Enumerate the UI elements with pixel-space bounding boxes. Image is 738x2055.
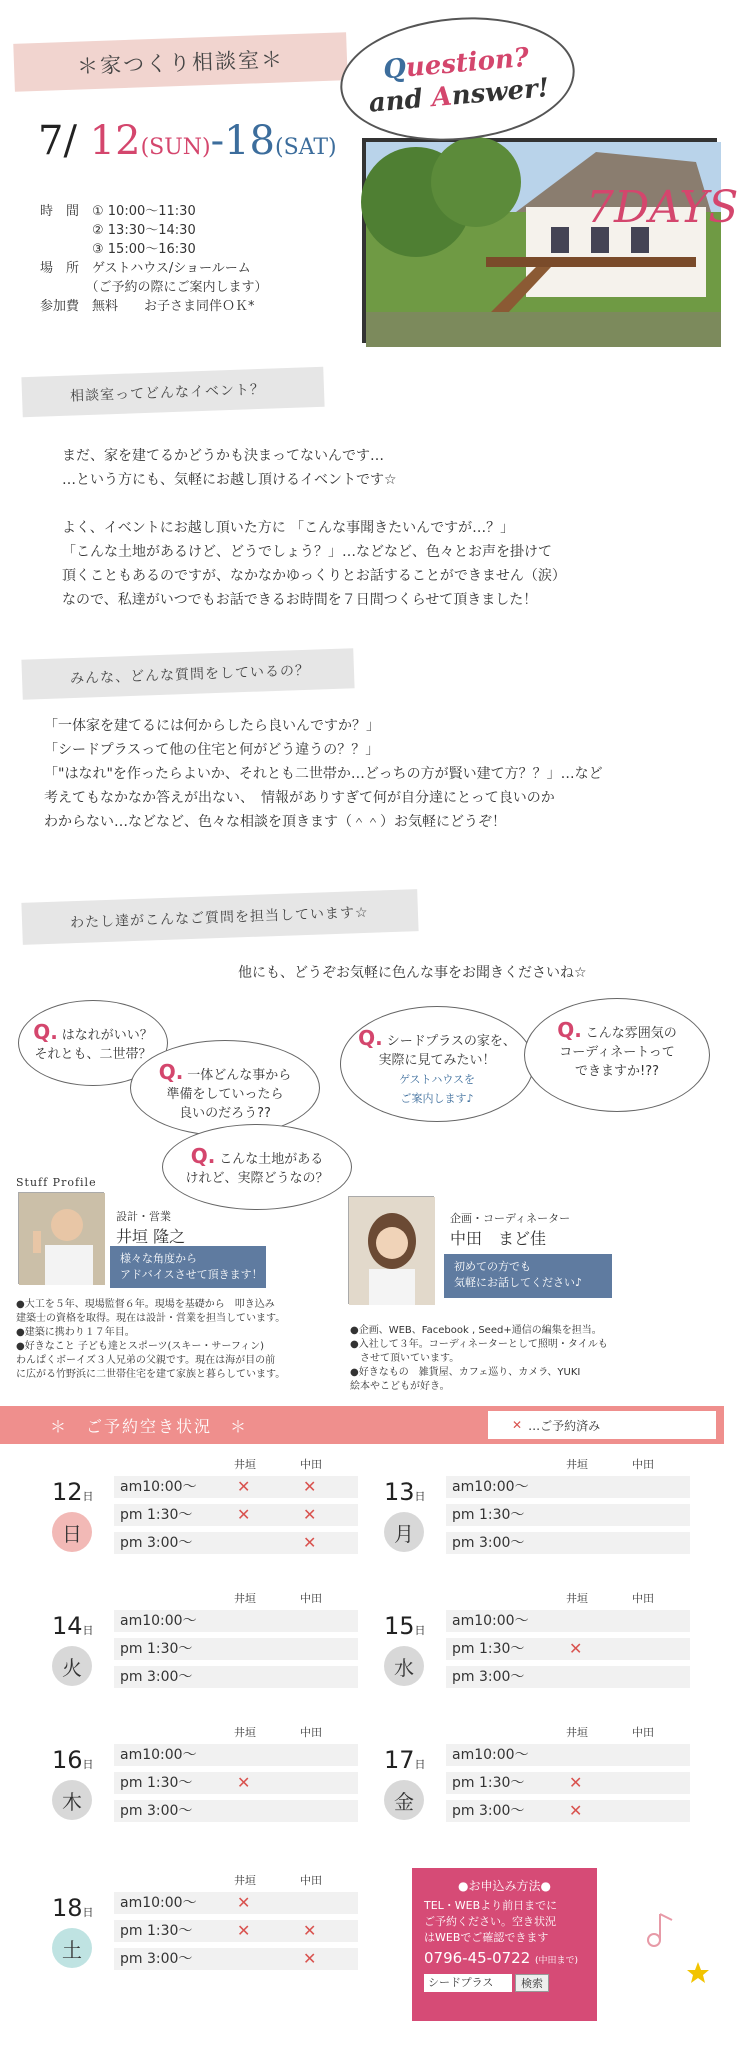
date-start: 12	[89, 118, 141, 164]
time-slot-row[interactable]	[114, 1610, 358, 1632]
time-slot-row[interactable]	[114, 1638, 358, 1660]
col-head-nakata: 中田	[300, 1874, 322, 1887]
slot-label: pm 1:30〜	[120, 1775, 193, 1791]
booked-mark-icon: ✕	[237, 1921, 251, 1940]
time-slot-row[interactable]	[446, 1476, 690, 1498]
slot-label: am10:00〜	[120, 1613, 197, 1629]
staff1-description: ●大工を５年、現場監督６年。現場を基礎から 叩き込み 建築士の資格を取得。現在は設計・営業を担当しています。 ●建築に携わり１７年目。 ●好きなこと 子ども達とスポーツ(スキー・サーフィン) わんぱくボーイズ３人兄弟の父親です。現在は海が目の前 に広がる竹野浜に二世帯住宅を建て家族と暮らしています。	[16, 1299, 286, 1380]
staff1-photo	[18, 1192, 104, 1284]
qa-line1: uestion?	[404, 42, 531, 84]
question-bubble	[162, 1124, 352, 1210]
section2-body: 「一体家を建てるには何からしたら良いんですか？」 「シードプラスって他の住宅と何がどう違うの？？」 「"はなれ"を作ったらよいか、それとも二世帯か…どっちの方が賢い建て方？？」…など 考えてもなかなか答えが出ない、 情報がありすぎて何が自分達にとって良いのか わからない…などなど、色々な相談を頂きます（＾＾）お気軽にどうぞ！	[44, 718, 603, 830]
q1-line2: それとも、二世帯？	[34, 1047, 152, 1062]
date-month: 7/	[38, 118, 77, 164]
slot-label: am10:00〜	[452, 1613, 529, 1629]
page-title: ＊家つくり相談室＊	[13, 32, 347, 92]
date-end-dow: (SAT)	[275, 135, 337, 160]
guesthouse-photo	[362, 138, 738, 343]
col-head-igaki: 井垣	[234, 1874, 256, 1887]
day-number	[52, 1478, 94, 1506]
qa-line2-pre: and	[367, 83, 434, 119]
search-button[interactable]: 検索	[515, 1974, 549, 1992]
col-head-igaki: 井垣	[566, 1726, 588, 1739]
q3-line2: けれど、実際どうなの？	[185, 1171, 329, 1186]
day-number	[384, 1746, 426, 1774]
legend	[488, 1411, 716, 1439]
slot-label: am10:00〜	[120, 1479, 197, 1495]
day-number	[52, 1746, 94, 1774]
time-slot-row[interactable]	[114, 1666, 358, 1688]
apply-tel[interactable]: 0796-45-0722	[424, 1949, 531, 1967]
time-slot-row[interactable]	[446, 1532, 690, 1554]
time-slot-row[interactable]	[114, 1532, 358, 1554]
date-dash: -	[210, 118, 225, 164]
day-of-week: 土	[52, 1928, 92, 1968]
section1-body: まだ、家を建てるかどうかも決まってないんです… …という方にも、気軽にお越し頂けるイベントです☆ よく、イベントにお越し頂いた方に 「こんな事聞きたいんですが…？」 「こんな土地があるけど、どうでしょう？」…などなど、色々とお声を掛けて 頂くこともあるのですが、なかなかゆっくりとお話することができません（涙） なので、私達がいつでもお話できるお時間を７日間つくらせて頂きました！	[62, 448, 566, 608]
day-num: 12	[52, 1478, 83, 1506]
date-start-dow: (SUN)	[140, 135, 211, 160]
day-of-week: 金	[384, 1780, 424, 1820]
slot-label: pm 3:00〜	[452, 1803, 525, 1819]
q4-line2: 実際に見てみたい！	[378, 1053, 496, 1068]
slot-label: am10:00〜	[452, 1747, 529, 1763]
day-suffix: 日	[414, 1758, 426, 1771]
slot-label: pm 1:30〜	[452, 1507, 525, 1523]
q-mark: Q.	[358, 1026, 383, 1050]
booked-mark-icon: ✕	[303, 1477, 317, 1496]
col-head-igaki: 井垣	[566, 1458, 588, 1471]
slot-label: am10:00〜	[120, 1895, 197, 1911]
search-box	[424, 1974, 585, 1992]
person-icon	[19, 1193, 105, 1285]
availability-title: ＊ ご予約空き状況 ＊	[0, 1406, 724, 1444]
staff2-name: 中田 まど佳	[450, 1229, 547, 1248]
question-bubble	[524, 998, 710, 1112]
booked-mark-icon: ✕	[303, 1921, 317, 1940]
day-block	[52, 1724, 382, 1846]
day-num: 15	[384, 1612, 415, 1640]
slot-label: pm 3:00〜	[120, 1669, 193, 1685]
day-block	[52, 1590, 382, 1712]
day-suffix: 日	[82, 1906, 94, 1919]
question-bubble	[130, 1040, 320, 1136]
day-block	[52, 1872, 382, 1994]
day-num: 18	[52, 1894, 83, 1922]
col-head-igaki: 井垣	[234, 1726, 256, 1739]
booked-mark-icon: ✕	[569, 1801, 583, 1820]
slot-label: pm 1:30〜	[452, 1641, 525, 1657]
booked-mark-icon: ✕	[512, 1418, 523, 1432]
day-block	[52, 1456, 382, 1578]
col-head-igaki: 井垣	[234, 1458, 256, 1471]
slot-label: pm 3:00〜	[120, 1803, 193, 1819]
q3-line1: こんな土地がある	[219, 1152, 324, 1167]
q5-line3: できますか!??	[574, 1064, 659, 1079]
apply-box	[412, 1868, 597, 2021]
apply-title: ●お申込み方法●	[458, 1879, 551, 1893]
staff1-tag: 様々な角度から アドバイスさせて頂きます！	[110, 1246, 266, 1288]
time-slot-row[interactable]	[446, 1800, 690, 1822]
col-head-nakata: 中田	[632, 1592, 654, 1605]
booked-mark-icon: ✕	[237, 1773, 251, 1792]
slot-label: pm 3:00〜	[452, 1669, 525, 1685]
col-head-nakata: 中田	[300, 1592, 322, 1605]
day-suffix: 日	[82, 1490, 94, 1503]
person-icon	[349, 1197, 435, 1305]
slot-label: pm 1:30〜	[120, 1923, 193, 1939]
col-head-nakata: 中田	[632, 1726, 654, 1739]
q2-line2: 準備をしていったら	[166, 1087, 284, 1102]
time-slot-row[interactable]	[114, 1476, 358, 1498]
booked-mark-icon: ✕	[569, 1773, 583, 1792]
day-num: 17	[384, 1746, 415, 1774]
day-suffix: 日	[414, 1624, 426, 1637]
booked-mark-icon: ✕	[303, 1533, 317, 1552]
q2-line1: 一体どんな事から	[187, 1068, 292, 1083]
time-slot-row[interactable]	[446, 1666, 690, 1688]
slot-label: am10:00〜	[120, 1747, 197, 1763]
time-slot-row[interactable]	[114, 1920, 358, 1942]
staff-profile-label: Stuff Profile	[16, 1176, 97, 1189]
time-slot-row[interactable]	[446, 1638, 690, 1660]
q4-line1: シードプラスの家を、	[386, 1034, 516, 1049]
q1-line1: はなれがいい？	[61, 1028, 153, 1043]
slot-label: pm 3:00〜	[452, 1535, 525, 1551]
section2-heading: みんな、どんな質問をしているの？	[21, 648, 354, 700]
day-block	[384, 1724, 714, 1846]
slot-label: pm 1:30〜	[452, 1775, 525, 1791]
q5-line2: コーディネートって	[559, 1045, 675, 1060]
col-head-nakata: 中田	[300, 1458, 322, 1471]
q-mark: Q.	[33, 1020, 58, 1044]
search-input[interactable]: シードプラス	[424, 1974, 512, 1992]
day-number	[52, 1612, 94, 1640]
staff2-role: 企画・コーディネーター	[450, 1212, 571, 1225]
event-dates	[38, 118, 337, 164]
q4-note-line2: ご案内します♪	[400, 1092, 474, 1105]
day-num: 14	[52, 1612, 83, 1640]
booked-mark-icon: ✕	[237, 1505, 251, 1524]
time-slot-row[interactable]	[446, 1772, 690, 1794]
slot-label: pm 1:30〜	[120, 1641, 193, 1657]
qa-a-letter: A	[430, 81, 454, 114]
slot-label: am10:00〜	[452, 1479, 529, 1495]
qa-q-letter: Q	[382, 53, 408, 86]
apply-tel-note: (中田まで)	[535, 1956, 579, 1966]
staff1-role: 設計・営業	[116, 1210, 171, 1223]
q2-line3: 良いのだろう??	[179, 1106, 271, 1121]
qa-badge	[335, 8, 580, 150]
date-end: 18	[224, 118, 276, 164]
staff2-tag: 初めての方でも 気軽にお話してください♪	[444, 1254, 612, 1298]
section1-heading: 相談室ってどんなイベント？	[21, 367, 324, 418]
col-head-nakata: 中田	[632, 1458, 654, 1471]
day-of-week: 日	[52, 1512, 92, 1552]
staff2-photo	[348, 1196, 434, 1304]
time-slot-row[interactable]	[446, 1504, 690, 1526]
question-bubble	[340, 1006, 534, 1122]
section3-sub: 他にも、どうぞお気軽に色んな事をお聞きくださいね☆	[238, 965, 587, 981]
qa-line2: nswer!	[450, 73, 551, 112]
music-note-icon	[640, 1900, 710, 2030]
col-head-nakata: 中田	[300, 1726, 322, 1739]
col-head-igaki: 井垣	[234, 1592, 256, 1605]
day-suffix: 日	[82, 1624, 94, 1637]
day-number	[384, 1612, 426, 1640]
time-slot-row[interactable]	[114, 1948, 358, 1970]
apply-text: TEL・WEBより前日までに ご予約ください。空き状況 はWEBでご確認できます	[424, 1899, 558, 1944]
q-mark: Q.	[190, 1144, 216, 1168]
time-slot-row[interactable]	[114, 1800, 358, 1822]
staff2-description: ●企画、WEB、Facebook , Seed+通信の編集を担当。 ●入社して３年。コーディネーターとして照明・タイルも させて頂いています。 ●好きなもの 雑貨屋、カフェ巡り、カメラ、YUKI 絵本やこどもが好き。	[350, 1325, 608, 1392]
day-block	[384, 1456, 714, 1578]
day-number	[52, 1894, 94, 1922]
booked-mark-icon: ✕	[303, 1505, 317, 1524]
staff1-name: 井垣 隆之	[116, 1227, 186, 1246]
booked-mark-icon: ✕	[569, 1639, 583, 1658]
day-suffix: 日	[82, 1758, 94, 1771]
q-mark: Q.	[557, 1018, 582, 1042]
booked-mark-icon: ✕	[303, 1949, 317, 1968]
house-illustration	[366, 142, 721, 347]
q5-line1: こんな雰囲気の	[585, 1026, 677, 1041]
slot-label: pm 3:00〜	[120, 1951, 193, 1967]
q4-note-line1: ゲストハウスを	[398, 1073, 475, 1086]
day-suffix: 日	[414, 1490, 426, 1503]
legend-text: …ご予約済み	[528, 1418, 601, 1433]
days-label: 7DAYS	[586, 182, 738, 233]
day-of-week: 木	[52, 1780, 92, 1820]
day-number	[384, 1478, 426, 1506]
q-mark: Q.	[158, 1060, 184, 1084]
time-slot-row[interactable]	[114, 1744, 358, 1766]
day-num: 13	[384, 1478, 415, 1506]
col-head-igaki: 井垣	[566, 1592, 588, 1605]
time-slot-row[interactable]	[114, 1892, 358, 1914]
time-slot-row[interactable]	[446, 1744, 690, 1766]
booked-mark-icon: ✕	[237, 1893, 251, 1912]
slot-label: pm 1:30〜	[120, 1507, 193, 1523]
day-num: 16	[52, 1746, 83, 1774]
booked-mark-icon: ✕	[237, 1477, 251, 1496]
day-of-week: 水	[384, 1646, 424, 1686]
day-of-week: 火	[52, 1646, 92, 1686]
time-slot-row[interactable]	[114, 1772, 358, 1794]
slot-label: pm 3:00〜	[120, 1535, 193, 1551]
section3-heading: わたし達がこんなご質問を担当しています☆	[21, 889, 418, 945]
event-info: 時 間 ① 10:00〜11:30 ② 13:30〜14:30 ③ 15:00〜16:30 場 所 ゲストハウス/ショールーム （ご予約の際にご案内します） 参加費 無料 お子さま同伴ＯＫ*	[40, 204, 268, 314]
day-of-week: 月	[384, 1512, 424, 1552]
time-slot-row[interactable]	[114, 1504, 358, 1526]
day-block	[384, 1590, 714, 1712]
time-slot-row[interactable]	[446, 1610, 690, 1632]
